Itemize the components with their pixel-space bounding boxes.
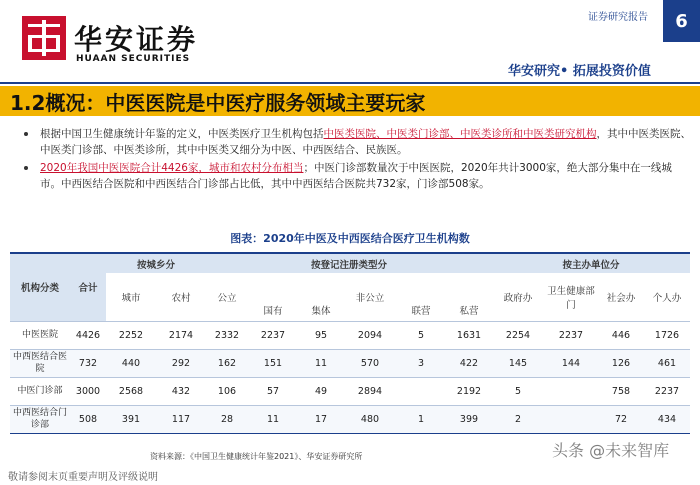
col-header-nonpublic: 非公立: [355, 292, 385, 304]
col-header-state: 国有: [263, 305, 283, 317]
cell-value: 399: [446, 405, 492, 433]
cell-value: 480: [344, 405, 396, 433]
cell-value: [544, 405, 598, 433]
row-name: 中医医院: [10, 321, 70, 349]
row-name: 中西医结合医院: [10, 349, 70, 377]
cell-value: 446: [598, 321, 644, 349]
tagline: 华安研究• 拓展投资价值: [508, 64, 651, 79]
cell-value: 11: [248, 405, 298, 433]
bullet-text: 根据中国卫生健康统计年鉴的定义，中医类医疗卫生机构包括: [40, 128, 324, 140]
bullet-highlight: 2020年我国中医医院合计4426家，城市和农村分布相当: [40, 162, 304, 174]
bullet-text: ；中医门诊部数量次于中医医院，2020年共计3000家，绝大部分集中在一线城市。中西医结合医院和中西医结合门诊部占比低，其中中西医结合医院共732家，门诊部508家。: [40, 162, 672, 190]
cell-value: 2174: [156, 321, 206, 349]
cell-value: 758: [598, 377, 644, 405]
cell-value: 57: [248, 377, 298, 405]
brand-name-en: HUAAN SECURITIES: [76, 54, 191, 64]
institution-table: [10, 252, 690, 434]
cell-value: 2192: [446, 377, 492, 405]
cell-value: 508: [70, 405, 106, 433]
cell-value: 434: [644, 405, 690, 433]
cell-value: 1631: [446, 321, 492, 349]
cell-value: 1: [396, 405, 446, 433]
cell-value: 3000: [70, 377, 106, 405]
cell-value: [544, 377, 598, 405]
report-type: 证券研究报告: [588, 12, 648, 23]
cell-value: 95: [298, 321, 344, 349]
cell-value: 2332: [206, 321, 248, 349]
row-name: 中医门诊部: [10, 377, 70, 405]
page-number: 6: [663, 0, 700, 42]
footer-disclaimer: 敬请参阅末页重要声明及评级说明: [8, 472, 158, 483]
col-header-joint: 联营: [411, 305, 431, 317]
col-header-public: 公立: [217, 292, 237, 304]
cell-value: 2237: [544, 321, 598, 349]
cell-value: [396, 377, 446, 405]
cell-value: 422: [446, 349, 492, 377]
table-source: 资料来源：《中国卫生健康统计年鉴2021》、华安证券研究所: [150, 452, 363, 461]
table-row: [10, 349, 690, 377]
col-header-category: 机构分类: [10, 253, 70, 321]
company-logo: [22, 16, 66, 60]
cell-value: 28: [206, 405, 248, 433]
cell-value: 432: [156, 377, 206, 405]
cell-value: 732: [70, 349, 106, 377]
bullet-text: ，其中中医类医院、中医类门诊部、中医类诊所，其中中医类又细分为中医、中西医结合、民族医。: [40, 128, 691, 156]
cell-value: 2568: [106, 377, 156, 405]
col-header-collective: 集体: [311, 305, 331, 317]
col-header-individual: 个人办: [652, 292, 682, 304]
cell-value: 5: [492, 377, 544, 405]
bullet-item: [16, 160, 692, 192]
col-header-private: 私营: [459, 305, 479, 317]
cell-value: 461: [644, 349, 690, 377]
cell-value: 292: [156, 349, 206, 377]
cell-value: 440: [106, 349, 156, 377]
cell-value: 11: [298, 349, 344, 377]
col-header-city: 城市: [121, 292, 141, 304]
cell-value: 3: [396, 349, 446, 377]
group-header-region: 按城乡分: [106, 253, 206, 273]
cell-value: 4426: [70, 321, 106, 349]
cell-value: 72: [598, 405, 644, 433]
bullet-highlight: 中医类医院、中医类门诊部、中医类诊所和中医类研究机构: [323, 128, 597, 140]
cell-value: 117: [156, 405, 206, 433]
group-header-registration: 按登记注册类型分: [206, 253, 492, 273]
cell-value: 2237: [644, 377, 690, 405]
col-header-social: 社会办: [606, 292, 636, 304]
table-row: [10, 321, 690, 349]
cell-value: 2254: [492, 321, 544, 349]
col-header-health-dept: 卫生健康部门: [547, 285, 595, 311]
brand-name-cn: 华安证券: [74, 23, 199, 56]
cell-value: 49: [298, 377, 344, 405]
cell-value: 151: [248, 349, 298, 377]
watermark: 头条 @未来智库: [552, 441, 670, 460]
cell-value: 2894: [344, 377, 396, 405]
table-caption: 图表：2020年中医及中西医结合医疗卫生机构数: [230, 232, 470, 245]
cell-value: 5: [396, 321, 446, 349]
cell-value: 2094: [344, 321, 396, 349]
section-title: 1.2概况：中医医院是中医疗服务领域主要玩家: [0, 86, 700, 116]
cell-value: 2: [492, 405, 544, 433]
col-header-gov: 政府办: [503, 292, 533, 304]
cell-value: 106: [206, 377, 248, 405]
bullet-list: [16, 126, 692, 194]
cell-value: 17: [298, 405, 344, 433]
table-row: [10, 377, 690, 405]
cell-value: 1726: [644, 321, 690, 349]
bullet-dot: [24, 166, 28, 170]
cell-value: 2252: [106, 321, 156, 349]
row-name: 中西医结合门诊部: [10, 405, 70, 433]
bullet-item: [16, 126, 692, 158]
cell-value: 126: [598, 349, 644, 377]
bullet-dot: [24, 132, 28, 136]
cell-value: 145: [492, 349, 544, 377]
group-header-host: 按主办单位分: [492, 253, 690, 273]
col-header-rural: 农村: [171, 292, 191, 304]
cell-value: 162: [206, 349, 248, 377]
cell-value: 144: [544, 349, 598, 377]
table-row: [10, 405, 690, 433]
cell-value: 2237: [248, 321, 298, 349]
cell-value: 570: [344, 349, 396, 377]
header-divider: [0, 82, 700, 84]
col-header-total: 合计: [70, 253, 106, 321]
cell-value: 391: [106, 405, 156, 433]
